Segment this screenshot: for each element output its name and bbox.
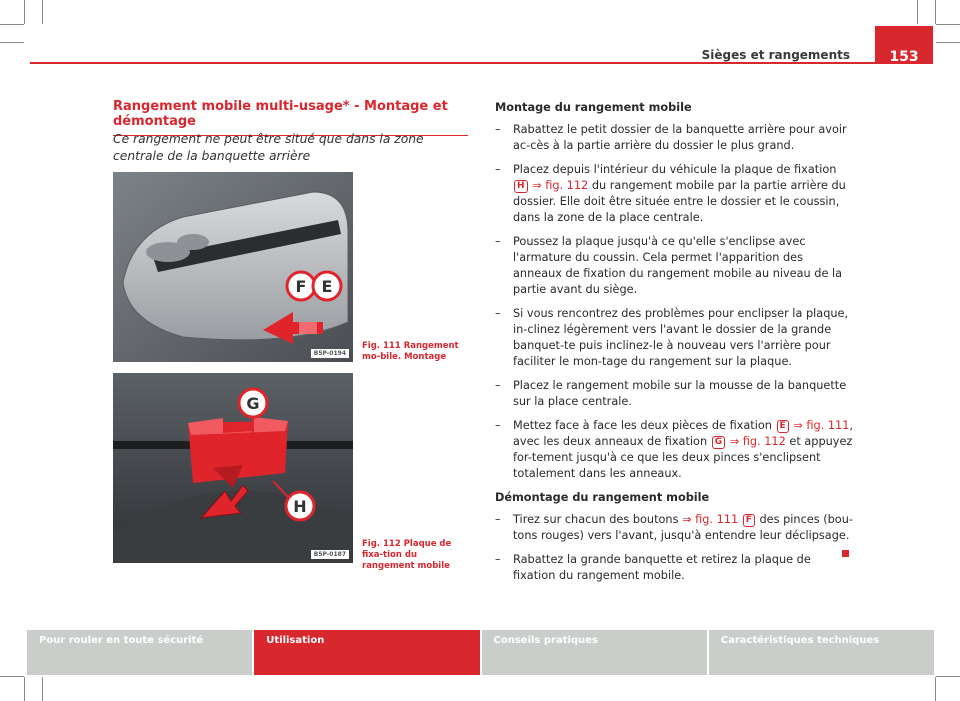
step-item: [495, 512, 855, 544]
dash: –: [495, 513, 501, 526]
dash: –: [495, 163, 501, 176]
step-text: Si vous rencontrez des problèmes pour enclipser la plaque, in-clinez légèrement vers l'avant le dossier de la grande banquet-te puis inclinez-le à nouveau vers l'arrière pour faciliter le mon-tage du rangement sur la plaque.: [513, 307, 849, 368]
crop-mark: [936, 42, 960, 43]
demontage-heading: Démontage du rangement mobile: [495, 491, 710, 504]
step-text: du rangement mobile par la partie arrière du dossier. Elle doit être située entre le dossier et le coussin, dans la zone de la place centrale.: [513, 179, 846, 224]
step-item: [495, 378, 855, 410]
crop-mark: [936, 24, 960, 25]
step-text: Rabattez le petit dossier de la banquette arrière pour avoir ac-cès à la partie arrière du dossier le plus grand.: [513, 123, 847, 152]
step-item: [495, 162, 855, 226]
svg-text:F: F: [295, 277, 307, 296]
armrest-illustration: [113, 172, 353, 362]
dash: –: [495, 379, 501, 392]
figure-link-111[interactable]: ⇒ fig. 111: [682, 513, 739, 526]
tab-caracteristiques-techniques[interactable]: Caractéristiques techniques: [709, 630, 934, 675]
crop-mark: [0, 42, 24, 43]
svg-text:H: H: [293, 497, 307, 516]
step-text: Placez le rangement mobile sur la mousse de la banquette sur la place centrale.: [513, 379, 847, 408]
fixing-plate-illustration: [113, 373, 353, 563]
step-text: Rabattez la grande banquette et retirez la plaque de fixation du rangement mobile.: [513, 553, 811, 582]
instructions-column: [495, 100, 855, 592]
crop-mark: [42, 677, 43, 701]
crop-mark: [0, 24, 24, 25]
crop-mark: [935, 677, 936, 701]
crop-mark: [0, 676, 24, 677]
step-text: , avec les deux anneaux de fixation: [513, 419, 853, 448]
figure-code: B5P-0194: [311, 349, 349, 358]
crop-mark: [936, 676, 960, 677]
dash: –: [495, 553, 501, 566]
crop-mark: [24, 677, 25, 701]
figure-111-image: [113, 172, 353, 362]
step-item: [495, 234, 855, 298]
figure-link-111[interactable]: ⇒ fig. 111: [793, 419, 850, 432]
step-text: Mettez face à face les deux pièces de fixation: [513, 419, 772, 432]
step-item: [495, 306, 855, 370]
figure-111-caption: Fig. 111 Rangement mo-bile. Montage: [362, 341, 459, 362]
step-text: Poussez la plaque jusqu'à ce qu'elle s'enclipse avec l'armature du coussin. Cela permet l'apparition des anneaux de fixation du rangement mobile au niveau de la partie avant du siège.: [513, 235, 843, 296]
dash: –: [495, 123, 501, 136]
montage-heading: Montage du rangement mobile: [495, 101, 692, 114]
crop-mark: [935, 0, 936, 24]
header-rule: [30, 62, 930, 64]
svg-text:G: G: [246, 394, 260, 413]
step-text: Placez depuis l'intérieur du véhicule la plaque de fixation: [513, 163, 837, 176]
figure-112-caption: Fig. 112 Plaque de fixa-tion du rangement mobile: [362, 539, 452, 571]
step-text: Tirez sur chacun des boutons: [513, 513, 679, 526]
label-badge-h: H: [514, 180, 528, 193]
figure-112-image: [113, 373, 353, 563]
tab-securite[interactable]: Pour rouler en toute sécurité: [27, 630, 254, 675]
dash: –: [495, 307, 501, 320]
step-item: [495, 418, 855, 482]
section-end-mark: [842, 550, 849, 557]
tab-utilisation[interactable]: Utilisation: [254, 630, 481, 675]
tab-conseils-pratiques[interactable]: Conseils pratiques: [482, 630, 709, 675]
dash: –: [495, 419, 501, 432]
label-badge-e: E: [777, 420, 789, 433]
step-text: des pinces (bou-tons rouges) vers l'avant, jusqu'à entendre leur déclipsage.: [513, 513, 853, 542]
figure-link-112[interactable]: ⇒ fig. 112: [729, 435, 786, 448]
running-header-title: Sièges et rangements: [701, 48, 850, 62]
step-text: et appuyez for-tement jusqu'à ce que les deux pinces s'enclipsent totalement dans les anneaux.: [513, 435, 853, 480]
svg-text:E: E: [321, 277, 333, 296]
footer-nav: [27, 630, 934, 675]
crop-mark: [24, 0, 25, 24]
section-intro: Ce rangement ne peut être situé que dans la zone centrale de la banquette arrière: [113, 132, 424, 163]
section-title: Rangement mobile multi-usage* - Montage et démontage: [113, 99, 468, 136]
page-number-box: [875, 26, 933, 64]
dash: –: [495, 235, 501, 248]
step-item: [495, 122, 855, 154]
step-item: [495, 552, 855, 584]
crop-mark: [42, 0, 43, 24]
crop-mark: [917, 0, 918, 24]
figure-code: B5P-0187: [311, 550, 349, 559]
label-badge-f: F: [743, 514, 755, 527]
label-badge-g: G: [712, 436, 725, 449]
page-number: 153: [889, 49, 919, 65]
figure-link-112[interactable]: ⇒ fig. 112: [532, 179, 589, 192]
